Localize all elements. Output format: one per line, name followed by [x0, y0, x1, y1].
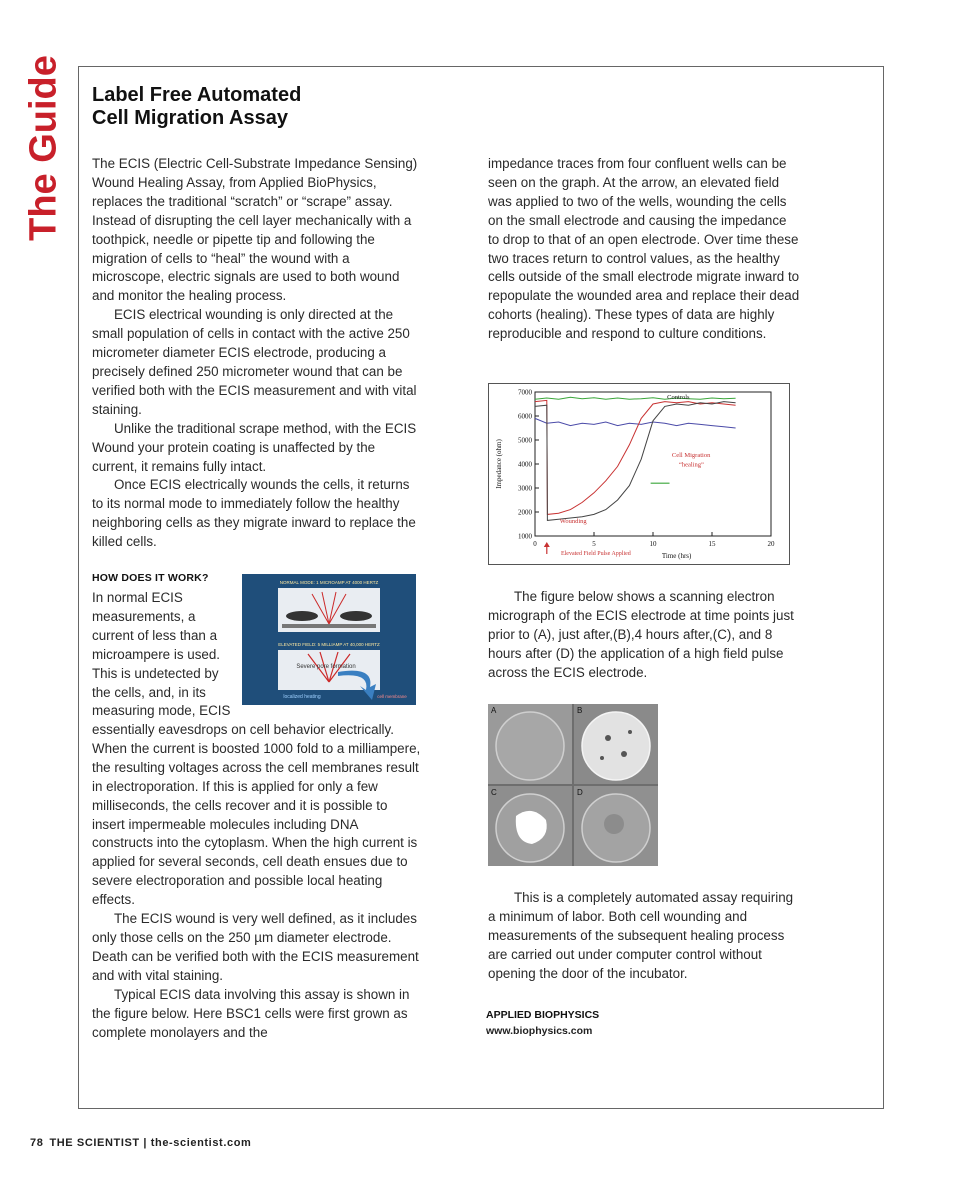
debris	[621, 751, 627, 757]
article-title	[92, 84, 452, 130]
diagram-label-pore: Severe pore formation	[296, 664, 356, 670]
x-axis-label: Time (hrs)	[661, 552, 692, 560]
series-line-control-blue	[535, 418, 736, 428]
electrode-a	[496, 712, 564, 780]
y-axis-label: Impedance (ohm)	[495, 439, 503, 489]
series-line-wounded-dark	[535, 402, 736, 521]
x-tick-label: 5	[592, 540, 596, 548]
sem-label-a: A	[491, 706, 497, 715]
series-line-control-green	[535, 397, 736, 399]
impedance-chart	[488, 383, 790, 565]
debris	[628, 730, 632, 734]
cell-shape	[286, 611, 318, 621]
side-label-text: The Guide	[22, 54, 65, 241]
annotation-migration: Cell Migration	[671, 451, 711, 459]
y-tick-label: 5000	[518, 436, 532, 445]
paragraph: This is a completely automated assay requiring a minimum of labor. Both cell wounding and measurements of the subsequent healing process are carried out under computer control without opening the door of the incubator.	[488, 890, 794, 981]
publication-name: THE SCIENTIST | the-scientist.com	[49, 1137, 252, 1149]
x-tick-label: 10	[649, 540, 657, 548]
paragraph: impedance traces from four confluent wells can be seen on the graph. At the arrow, an elevated field was applied to two of the wells, wounding the cells on the small electrode and causing the impedance to drop to that of an open electrode. Over time these two traces return to control values, as the healthy cells outside of the small electrode migrate inward to repopulate the wounded area and replace their dead cohorts (healing). These types of data are highly reproducible and respond to culture conditions.	[488, 156, 800, 342]
x-tick-label: 15	[708, 540, 716, 548]
column-2-lower	[488, 889, 800, 984]
section-heading: HOW DOES IT WORK?	[92, 572, 209, 584]
company-url[interactable]: www.biophysics.com	[486, 1025, 593, 1037]
x-tick-label: 20	[767, 540, 775, 548]
pulse-arrow-head	[544, 542, 550, 547]
diagram-label-death: cell membrane	[377, 694, 407, 699]
page-footer	[30, 1137, 251, 1149]
annotation-pulse: Elevated Field Pulse Applied	[560, 551, 631, 557]
diagram-label-mid: ELEVATED FIELD: 5 MILLIAMP AT 40,000 HERTZ	[278, 642, 380, 647]
paragraph-wrapped: In normal ECIS measurements, a current of less than a microampere is used. This is undetected by the cells, and, in its measuring mode, ECIS	[92, 590, 231, 719]
paragraph: essentially eavesdrops on cell behavior electrically. When the current is boosted 1000 fold to a milliampere, the resulting voltages across the cell membranes result in electroporation. If this is applied for only a few milliseconds, the cells recover and it is possible to insert impermeable molecules including DNA constructs into the cytoplasm. When the high current is applied for several seconds, cell death ensues due to severe electroporation and possible local heating effects.	[92, 722, 421, 908]
paragraph: Unlike the traditional scrape method, with the ECIS Wound your protein coating is unaffected by the current, it remains fully intact.	[92, 420, 417, 474]
diagram-label-heat: localized heating	[283, 694, 321, 700]
sem-label-c: C	[491, 788, 497, 797]
chart-svg	[489, 384, 789, 564]
column-1	[92, 155, 422, 552]
paragraph: Once ECIS electrically wounds the cells, it returns to its normal mode to immediately follow the healthy neighboring cells as they migrate inward to replace the killed cells.	[92, 477, 416, 550]
sem-svg	[488, 704, 658, 866]
page-number: 78	[30, 1137, 44, 1149]
cell-shape	[340, 611, 372, 621]
sem-micrograph-grid	[488, 704, 658, 866]
side-label	[22, 54, 66, 241]
title-line-1: Label Free Automated	[92, 84, 302, 106]
title-line-2: Cell Migration Assay	[92, 107, 288, 129]
paragraph: The ECIS (Electric Cell-Substrate Impedance Sensing) Wound Healing Assay, from Applied BioPhysics, replaces the traditional “scratch” or “scrape” assay. Instead of disrupting the cell layer mechanically with a toothpick, needle or pipette tip and following the migration of cells to “heal” the wound with a microscope, electric signals are used to both wound and monitor the healing process.	[92, 156, 418, 304]
annotation-healing: “healing”	[678, 461, 704, 469]
column-2-middle	[488, 588, 800, 683]
y-tick-label: 4000	[518, 460, 532, 469]
x-tick-label: 0	[533, 540, 537, 548]
annotation-wounding: Wounding	[559, 517, 587, 525]
y-tick-label: 3000	[518, 484, 532, 493]
paragraph: Typical ECIS data involving this assay is shown in the figure below. Here BSC1 cells were first grown as complete monolayers and the	[92, 986, 410, 1040]
column-2	[488, 155, 800, 344]
debris	[600, 756, 604, 760]
column-1-lower	[92, 721, 422, 1042]
healing-area-d	[604, 814, 624, 834]
diagram-svg	[242, 574, 416, 705]
sem-label-d: D	[577, 788, 583, 797]
paragraph: The figure below shows a scanning electron micrograph of the ECIS electrode at time points just prior to (A), just after,(B),4 hours after,(C), and 8 hours after (D) the application of a high field pulse across the ECIS electrode.	[488, 589, 794, 680]
substrate	[282, 624, 376, 628]
y-tick-label: 2000	[518, 508, 532, 517]
paragraph: ECIS electrical wounding is only directed at the small population of cells in contact with the active 250 micrometer diameter ECIS electrode, producing a precisely defined 250 micrometer wound that can be verified both with the ECIS measurement and with vital staining.	[92, 307, 417, 417]
diagram-label-top: NORMAL MODE: 1 MICROAMP AT 4000 HERTZ	[279, 580, 379, 585]
y-tick-label: 1000	[518, 532, 532, 541]
diagram-panel-bottom	[278, 650, 380, 690]
annotation-controls: Controls	[667, 394, 690, 402]
electrode-b	[582, 712, 650, 780]
sem-label-b: B	[577, 706, 583, 715]
electroporation-diagram	[242, 574, 416, 705]
company-name: APPLIED BIOPHYSICS	[486, 1009, 600, 1021]
debris	[605, 735, 611, 741]
y-tick-label: 6000	[518, 412, 532, 421]
y-tick-label: 7000	[518, 388, 532, 397]
paragraph: The ECIS wound is very well defined, as it includes only those cells on the 250 µm diameter electrode. Death can be verified both with the ECIS measurement and with vital staining.	[92, 911, 419, 983]
plot-area	[535, 392, 771, 536]
